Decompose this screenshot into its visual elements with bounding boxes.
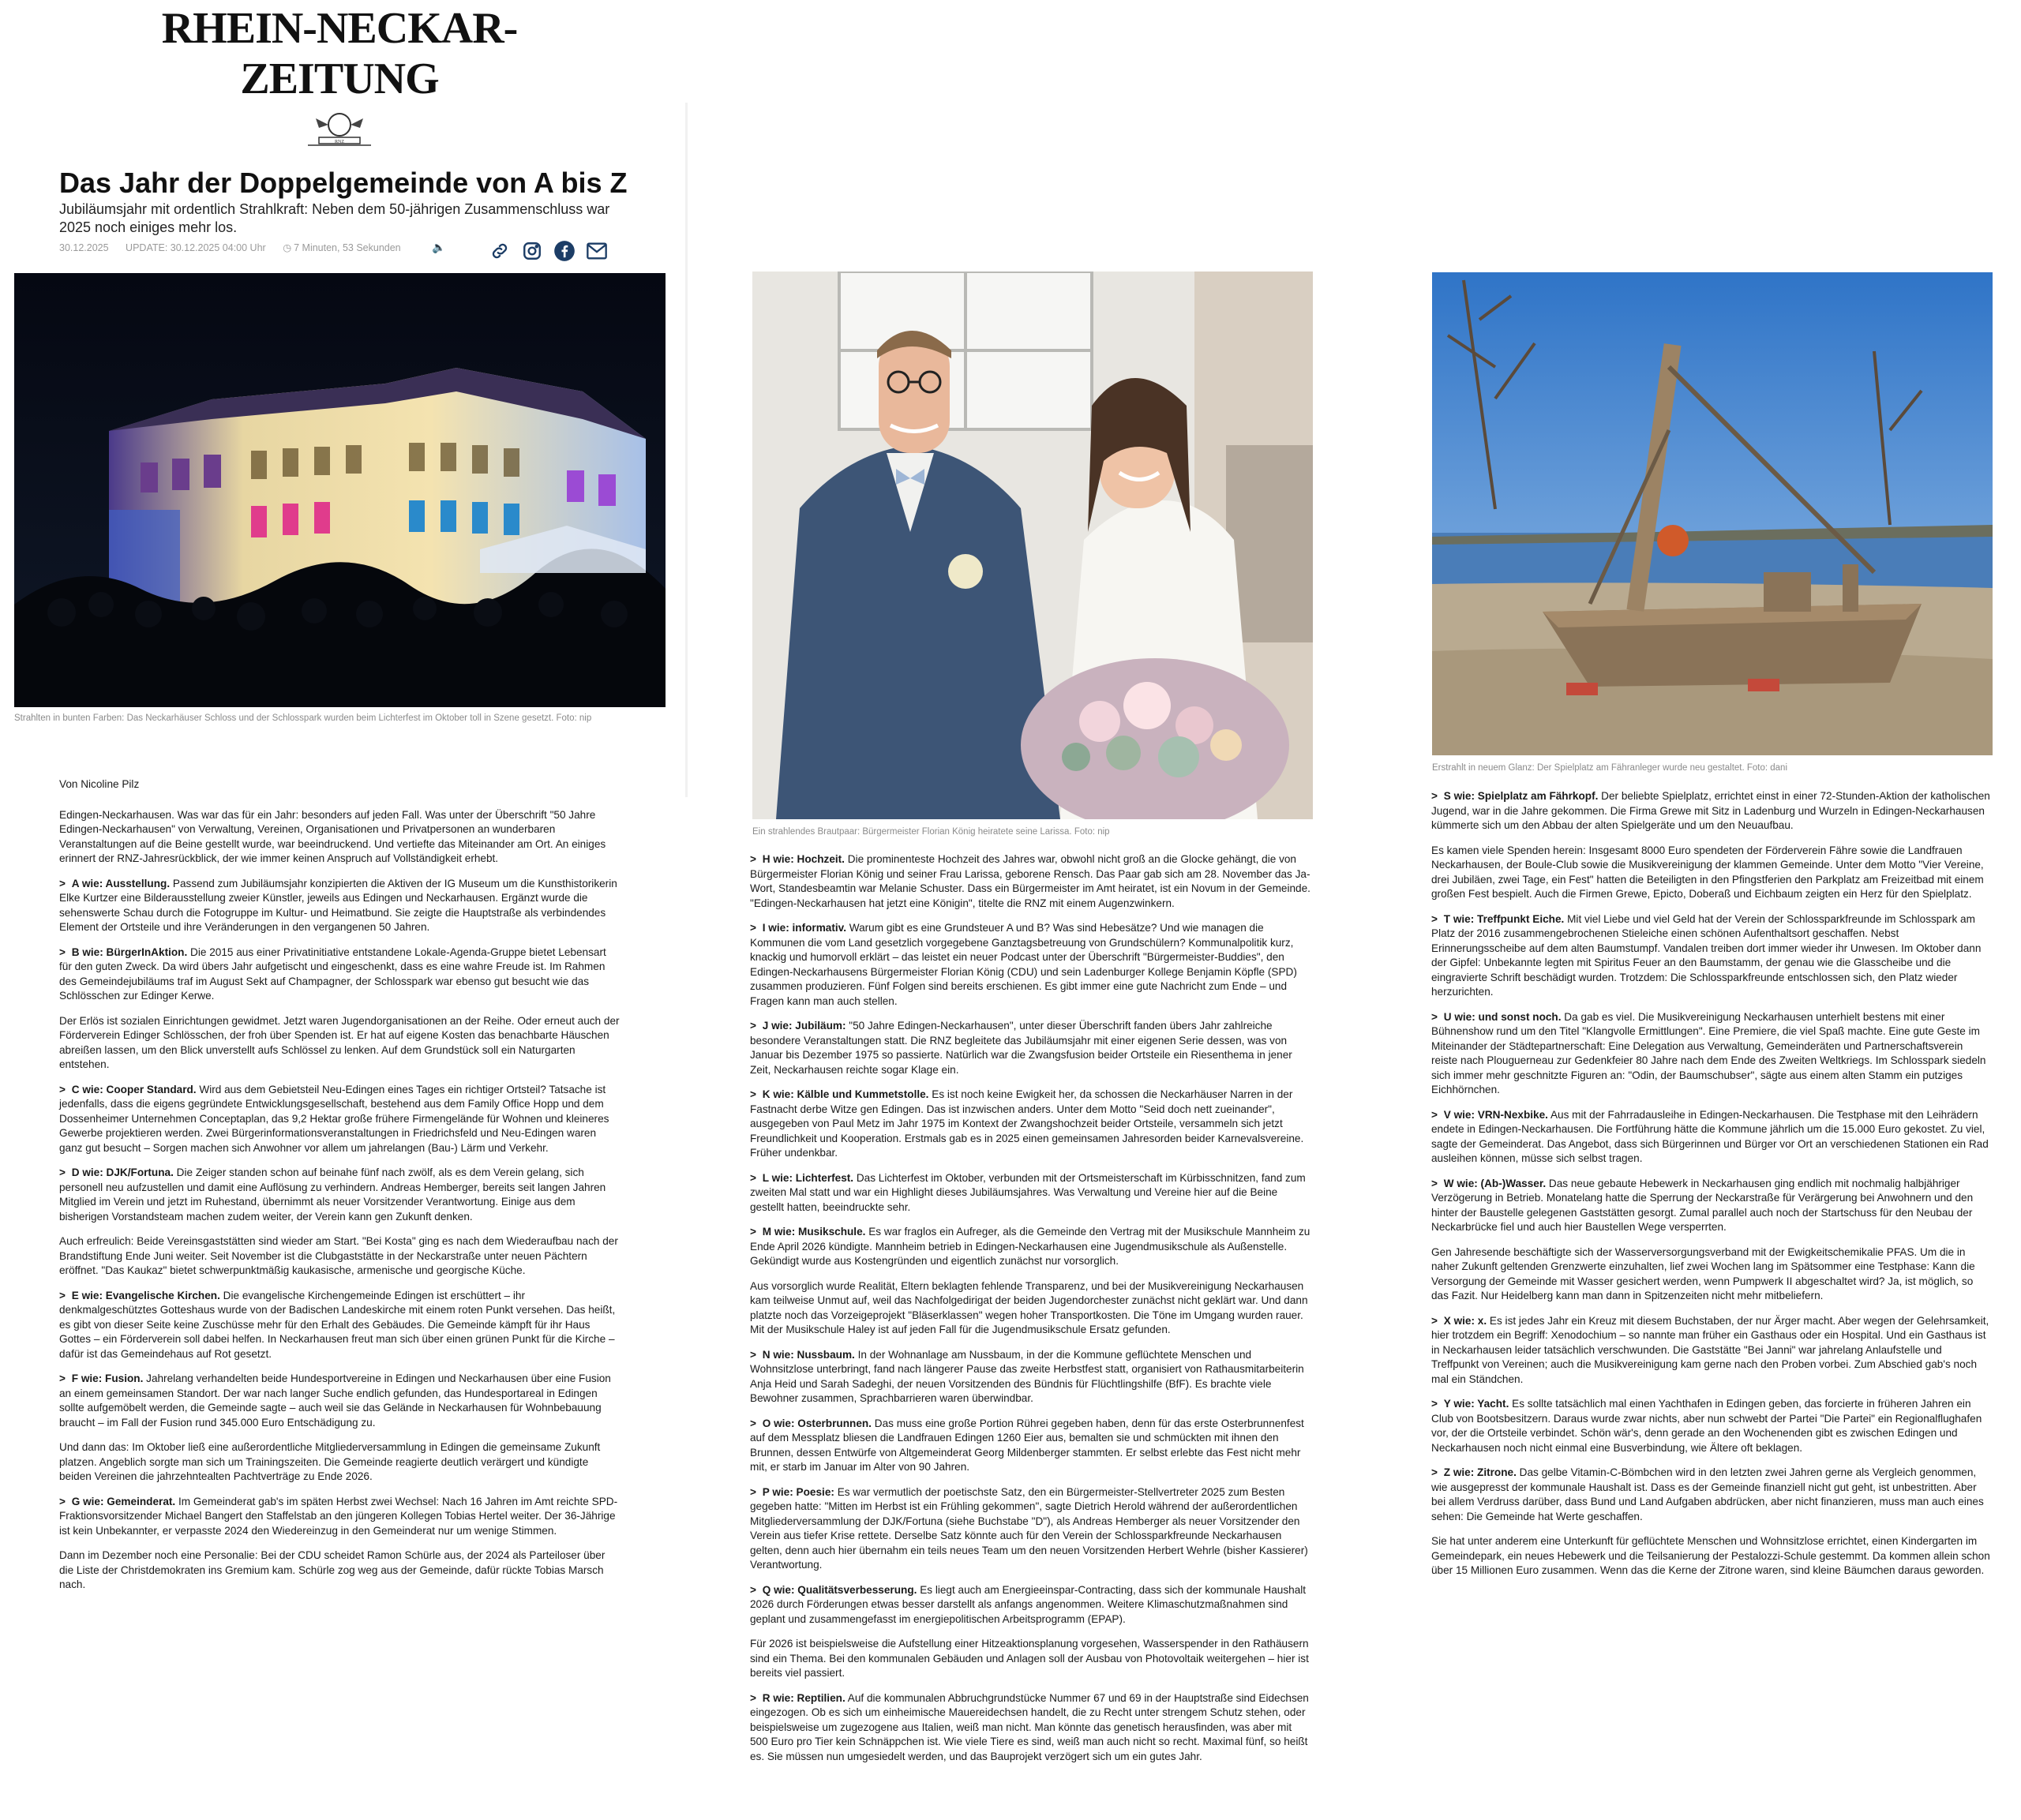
paragraph: Und dann das: Im Oktober ließ eine außerordentliche Mitgliederversammlung in Edingen die gemeinsame Zukunft platzen. Angeblich sorgte man sich um Trainingszeiten. Die Gemeinde reagierte deutlich verärgert und kündigte beiden Vereinen die jahrzehntealten Pachtverträge zu Ende 2026. bbox=[59, 1441, 601, 1482]
clock-icon: ◷ bbox=[283, 242, 292, 253]
entry-heading: P wie: Poesie: bbox=[762, 1485, 834, 1498]
chevron-right-icon: > bbox=[1431, 790, 1438, 802]
entry-text: Die evangelische Kirchengemeinde Edingen ist erschüttert – ihr denkmalgeschütztes Gotteshaus wurde von der Badischen Landeskirche mit einem roten Punkt versehen. Das heißt, es gibt von dieser Seite keine Zuschüsse mehr für den Erhalt des Gebäudes. Die Gemeinde kämpft für ihr Haus Gottes – ein Förderverein soll dabei helfen. In Neckarhausen freut man sich über einen grünen Punkt für die Kirche – dafür ist das Gemeindehaus auf Rot gesetzt. bbox=[59, 1289, 616, 1360]
entry-heading: I wie: informativ. bbox=[762, 922, 846, 934]
chevron-right-icon: > bbox=[750, 1691, 756, 1704]
abc-entry-j bbox=[750, 1019, 1310, 1077]
entry-text: Der beliebte Spielplatz, errichtet einst in einer 72-Stunden-Aktion der katholischen Jugend, war in die Jahre gekommen. Die Firma Grewe mit Sitz in Ladenburg und Wurzeln in Edingen-Neckarhausen kümmerte sich um den Abbau der alten Spielgeräte und um den Neuaufbau. bbox=[1431, 790, 1990, 831]
abc-entry-c bbox=[59, 1083, 620, 1156]
entry-heading: W wie: (Ab-)Wasser. bbox=[1443, 1177, 1547, 1189]
castle-night-photo bbox=[14, 273, 666, 707]
chevron-right-icon: > bbox=[750, 1348, 756, 1361]
entry-heading: X wie: x. bbox=[1443, 1314, 1487, 1327]
abc-entry-l bbox=[750, 1171, 1310, 1215]
abc-entry-w bbox=[1431, 1177, 1992, 1235]
entry-heading: Y wie: Yacht. bbox=[1443, 1398, 1509, 1410]
paragraph: Sie hat unter anderem eine Unterkunft für geflüchtete Menschen und Wohnsitzlose errichtet, einen Kindergarten im Gemeindepark, ein neues Hebewerk und die Teilsanierung der Pestalozzi-Schule gestemmt. Da kommen allein schon über 15 Millionen Euro zusammen. Wenn das die Kerne der Zitrone waren, sind kleine Bäumchen daraus geworden. bbox=[1431, 1535, 1990, 1576]
entry-text: Die Zeiger standen schon auf beinahe fünf nach zwölf, als es dem Verein gelang, sich personell neu aufzustellen und damit eine Auflösung zu verhindern. Andreas Hemberger, bereits seit langen Jahren Mitglied im Verein und jetzt im Ruhestand, übernimmt als neuer Vorsitzender Verantwortung. Einige aus dem bisherigen Vorstandsteam machen zudem weiter, der Verein kann gen Zukunft denken. bbox=[59, 1167, 606, 1223]
paragraph: Auch erfreulich: Beide Vereinsgaststätten sind wieder am Start. "Bei Kosta" ging es nach dem Wiederaufbau nach der Brandstiftung Ende Juni weiter. Seit November ist die Clubgaststätte in der Neckarstraße unter neuen Pächtern eröffnet. "Das Kaukaz" bietet schwerpunktmäßig kaukasische, armenische und georgische Küche. bbox=[59, 1235, 618, 1276]
abc-entry-g bbox=[59, 1495, 620, 1539]
crest-icon bbox=[292, 107, 387, 147]
entry-heading: O wie: Osterbrunnen. bbox=[762, 1417, 872, 1429]
entry-heading: K wie: Kälble und Kummetstolle. bbox=[762, 1088, 929, 1100]
chevron-right-icon: > bbox=[750, 1226, 756, 1238]
reading-time bbox=[283, 242, 414, 253]
chevron-right-icon: > bbox=[750, 922, 756, 934]
chevron-right-icon: > bbox=[1431, 1177, 1438, 1189]
entry-text: Warum gibt es eine Grundsteuer A und B? Was sind Hebesätze? Und wie managen die Kommunen die vom Land gesetzlich vorgegebene Ganztagsbetreuung von Grundschülern? Kommunalpolitik kurz, knackig und humorvoll erklärt – das leistet ein neuer Podcast unter der Überschrift "Bürgermeister-Buddies", den Edingen-Neckarhausens Bürgermeister Florian König (CDU) und sein Ladenburger Kollege Benjamin Köpfle (SPD) zusammen produzieren. Fünf Folgen sind bereits erschienen. Es gibt immer eine gute Nachricht zum Ende – und Fragen kann man auch stellen. bbox=[750, 922, 1297, 1007]
entry-heading: N wie: Nussbaum. bbox=[762, 1348, 855, 1361]
byline: Von Nicoline Pilz bbox=[59, 778, 140, 790]
chevron-right-icon: > bbox=[1431, 1398, 1438, 1410]
entry-text: Auf die kommunalen Abbruchgrundstücke Nummer 67 und 69 in der Hauptstraße sind Eidechsen eingezogen. Ob es sich um einheimische Mauereidechsen handelt, die zu Recht unter strengem Schutz stehen, oder beispielsweise um zugezogene aus Italien, weiß man nicht. Man könnte das genetisch herausfinden, was aber mit 500 Euro pro Tier kein Schnäppchen ist. Wie viele Tiere es sind, weiß man auch nicht so recht. Maximal fünf, so heißt es. Sie müssen nun umgesiedelt werden, und das Bauprojekt verzögert sich um ein gutes Jahr. bbox=[750, 1691, 1309, 1762]
entry-text: Es ist jedes Jahr ein Kreuz mit diesem Buchstaben, der nur Ärger macht. Aber wegen der Gelehrsamkeit, hier trotzdem ein Begriff: Xenodochium – so nannte man früher ein Gasthaus oder ein Hospital. Und ein Gasthaus ist in Neckarhausen leider tatsächlich verschwunden. Die Gaststätte "Bei Janni" war jahrelang Anlaufstelle und Treffpunkt von Vereinen; auch die Musikvereinigung kam gerne nach den Proben vorbei. Zum Abschied gab's noch mal ein Ständchen. bbox=[1431, 1314, 1989, 1385]
photo-caption-3: Erstrahlt in neuem Glanz: Der Spielplatz am Fähranleger wurde neu gestaltet. Foto: dani bbox=[1432, 763, 1788, 773]
entry-heading: B wie: BürgerInAktion. bbox=[71, 946, 188, 958]
chevron-right-icon: > bbox=[750, 1583, 756, 1596]
abc-entry-p bbox=[750, 1485, 1310, 1573]
abc-entry-q bbox=[750, 1583, 1310, 1627]
svg-text:RNZ: RNZ bbox=[335, 140, 344, 144]
entry-text: Mit viel Liebe und viel Geld hat der Verein der Schlossparkfreunde im Schlosspark am Platz der 2016 zusammengebrochenen Stieleiche einen schönen Aufenthaltsort geschaffen. Nebst Erinnerungsscheibe auf dem alten Baumstumpf. Vandalen treiben dort immer wieder ihr Unwesen. Im Oktober dann der Gipfel: Unbekannte legten mit Spiritus Feuer an den Baumstamm, der genau wie die Glasscheibe und die eingravierte Schrift beschädigt wurden. Trotzdem: Die Schlossparkfreunde entschlossen sich, den Platz wieder herzurichten. bbox=[1431, 912, 1982, 998]
paragraph: Der Erlös ist sozialen Einrichtungen gewidmet. Jetzt waren Jugendorganisationen an der Reihe. Oder erneut auch der Förderverein Edinger Schlösschen, der froh über Spenden ist. Er hat auf eigene Kosten das benachbarte Häuschen abreißen lassen, um den Blick unverstellt aufs Schlössel zu lenken. Auf dem Grundstück soll ein Naturgarten entstehen. bbox=[59, 1014, 620, 1070]
entry-heading: Z wie: Zitrone. bbox=[1443, 1466, 1517, 1478]
chevron-right-icon: > bbox=[1431, 1108, 1438, 1121]
chevron-right-icon: > bbox=[1431, 1314, 1438, 1327]
mail-icon[interactable] bbox=[584, 238, 609, 264]
abc-entry-u bbox=[1431, 1010, 1992, 1098]
paragraph: Edingen-Neckarhausen. Was war das für ein Jahr: besonders auf jeden Fall. Was unter der Überschrift "50 Jahre Edingen-Neckarhausen" von Verwaltung, Vereinen, Organisationen und Privatpersonen an wunderbaren Veranstaltungen auf die Beine gestellt wurde, war beeindruckend. Und vertiefte das Miteinander am Ort. An einiges erinnert der RNZ-Jahresrückblick, der wie immer keinen Anspruch auf Vollständigkeit erhebt. bbox=[59, 808, 606, 864]
link-icon[interactable] bbox=[487, 238, 512, 264]
abc-entry-s bbox=[1431, 789, 1992, 833]
publish-date: 30.12.2025 bbox=[59, 242, 109, 253]
share-bar bbox=[487, 238, 609, 264]
entry-text: Das Lichterfest im Oktober, verbunden mit der Ortsmeisterschaft im Kürbisschnitzen, fand zum zweiten Mal statt und war ein Highlight dieses Jubiläumsjahres. Was Verwaltung und Vereine hier auf die Beine gestellt hatten, beeindruckte sehr. bbox=[750, 1171, 1306, 1213]
entry-text: Es war vermutlich der poetischste Satz, den ein Bürgermeister-Stellvertreter 2025 zum Besten gegeben hatte: "Mitten im Herbst ist ein Frühling gekommen", sagte Dietrich Herold während der außerordentlichen Mitgliederversammlung der DJK/Fortuna (siehe Buchstabe "D"), als Andreas Hemberger als neuer Vorsitzender den Verein aus tiefer Krise rettete. Derselbe Satz könnte auch für den Verein der Schlossparkfreunde Neckarhausen gelten, denn auch hier übernahm ein teils neues Team um den neuen Vorsitzenden Herbert Wehrle (bisher Kassierer) Verantwortung. bbox=[750, 1485, 1308, 1571]
entry-text: In der Wohnanlage am Nussbaum, in der die Kommune geflüchtete Menschen und Wohnsitzlose unterbringt, fand nach längerer Pause das zweite Herbstfest statt, organisiert von Rathausmitarbeiterin Anja Heid und Sarah Sadeghi, der neuen Vorsitzenden des Bündnis für Flüchtlingshilfe (BfF). Es brachte viele Bewohner zusammen, Sprachbarrieren waren überwindbar. bbox=[750, 1348, 1304, 1404]
entry-heading: F wie: Fusion. bbox=[71, 1372, 144, 1384]
entry-heading: Q wie: Qualitätsverbesserung. bbox=[762, 1583, 917, 1596]
abc-entry-r bbox=[750, 1691, 1310, 1765]
instagram-icon[interactable] bbox=[519, 238, 545, 264]
paragraph: Dann im Dezember noch eine Personalie: Bei der CDU scheidet Ramon Schürle aus, der 2024 als Parteiloser über die Liste der Christdemokraten ins Gremium kam. Schürle zog weg aus der Gemeinde, dafür rückte Tobias Marsch nach. bbox=[59, 1549, 606, 1590]
entry-heading: V wie: VRN-Nexbike. bbox=[1443, 1108, 1548, 1121]
entry-text: Jahrelang verhandelten beide Hundesportvereine in Edingen und Neckarhausen über eine Fusion an einem gemeinsamen Standort. Der war nach langer Suche endlich gefunden, das Hundesportareal in Edingen sollte aufgemöbelt werden, die Gemeinde sagte – auch weil sie das Gelände in Neckarhausen für Wohnbebauung braucht – im Fall der Fusion rund 345.000 Euro Entschädigung zu. bbox=[59, 1372, 611, 1429]
entry-text: Das neue gebaute Hebewerk in Neckarhausen ging endlich mit nochmalig halbjähriger Verzögerung in Betrieb. Monatelang hatte die Sperrung der Neckarstraße für Verärgerung bei Anwohnern und den hinter der Baustelle gelegenen Gaststätten gesorgt. Zumal parallel auch noch der Startschuss für den Neubau der Neckarbrücke fiel und auch hier Baustellen Wege versperrten. bbox=[1431, 1177, 1974, 1233]
playground-ship-photo bbox=[1432, 272, 1993, 755]
chevron-right-icon: > bbox=[59, 1289, 66, 1301]
article-subtitle: Jubiläumsjahr mit ordentlich Strahlkraft: Neben dem 50-jährigen Zusammenschluss war 2025 noch einiges mehr los. bbox=[59, 201, 610, 235]
chevron-right-icon: > bbox=[1431, 912, 1438, 925]
chevron-right-icon: > bbox=[59, 877, 66, 889]
abc-entry-v bbox=[1431, 1108, 1992, 1167]
entry-text: Es sollte tatsächlich mal einen Yachthafen in Edingen geben, das forcierte in früheren Jahren ein Club von Bootsbesitzern. Daraus wurde zwar nichts, aber nun schwebt der Partei "Die Partei" ein Regionalflughafen vor, der die Ortsteile verbindet. Schön wär's, denn gerade an den Wochenenden gibt es zwischen Edingen und Neckarhausen noch nicht einmal eine Busverbindung, wie Ältere oft beklagen. bbox=[1431, 1398, 1982, 1454]
entry-text: Wird aus dem Gebietsteil Neu-Edingen eines Tages ein richtiger Ortsteil? Tatsache ist jedenfalls, dass die eigens gegründete Entwicklungsgesellschaft, bestehend aus dem Family Office Hopp und dem Dossenheimer Unternehmen Conceptaplan, das 9,2 Hektar große frühere Firmengelände für Wohnen und kleineres Gewerbe projektieren werden. Zwei Bürgerinformationsveranstaltungen in Friedrichsfeld und Neu-Edingen waren ganz gut besucht – Sorgen machen sich Anwohner vor allem um jahrelangen (Bau-) Lärm und Verkehr. bbox=[59, 1083, 609, 1154]
entry-text: Das gelbe Vitamin-C-Bömbchen wird in den letzten zwei Jahren gerne als Vergleich genommen, wie ausgepresst der kommunale Haushalt ist. Dass es der Gemeinde finanziell nicht gut geht, ist unbestritten. Aber bei allem Verdruss darüber, dass Bund und Land Aufgaben abdrücken, aber nicht finanzieren, muss man auch eines sehen: Die Gemeinde hat Werte geschaffen. bbox=[1431, 1466, 1984, 1522]
article-column-1 bbox=[59, 777, 620, 1603]
article-title: Das Jahr der Doppelgemeinde von A bis Z bbox=[59, 167, 628, 200]
reading-time-value: 7 Minuten, 53 Sekunden bbox=[294, 242, 401, 253]
abc-entry-o bbox=[750, 1417, 1310, 1475]
entry-heading: T wie: Treffpunkt Eiche. bbox=[1443, 912, 1565, 925]
facebook-icon[interactable] bbox=[552, 238, 577, 264]
entry-heading: U wie: und sonst noch. bbox=[1443, 1010, 1562, 1023]
abc-entry-y bbox=[1431, 1397, 1992, 1455]
entry-heading: M wie: Musikschule. bbox=[762, 1226, 866, 1238]
abc-entry-a bbox=[59, 877, 620, 935]
entry-text: Im Gemeinderat gab's im späten Herbst zwei Wechsel: Nach 16 Jahren im Amt reichte SPD-Fraktionsvorsitzender Michael Bangert den Staffelstab an den jüngeren Kollegen Tobias Hertel weiter. Der 36-Jährige ist kein Unbekannter, er verpasste 2024 den Wiedereinzug in den Gemeinderat nur um wenige Stimmen. bbox=[59, 1495, 618, 1537]
entry-heading: G wie: Gemeinderat. bbox=[71, 1495, 176, 1507]
abc-entry-d bbox=[59, 1166, 620, 1224]
abc-entry-t bbox=[1431, 912, 1992, 1000]
chevron-right-icon: > bbox=[750, 1088, 756, 1100]
chevron-right-icon: > bbox=[59, 1167, 66, 1178]
entry-heading: E wie: Evangelische Kirchen. bbox=[71, 1289, 220, 1301]
entry-text: Es ist noch keine Ewigkeit her, da schossen die Neckarhäuser Narren in der Fastnacht derbe Witze gen Edingen. Das ist inzwischen anders. Unter dem Motto "Seid doch nett zueinander", ausgegeben von Paul Metz im Jahr 1975 im Kontext der Zwangshochzeit beider Ortsteile, versammeln sich jetzt Freundlichkeit und Kooperation. Erstmals gab es in 2025 einen gemeinsamen Jahresorden beider Karnevalsvereine. Früher undenkbar. bbox=[750, 1088, 1304, 1159]
chevron-right-icon: > bbox=[59, 946, 66, 958]
entry-text: Da gab es viel. Die Musikvereinigung Neckarhausen unterhielt bestens mit einer Bühnenshow rund um den Titel "Klangvolle Ermittlungen". Eine Premiere, die viel Spaß machte. Eine gute Geste im Miteinander der Städtepartnerschaft: Eine Delegation aus Verwaltung, Gemeinderäten und Partnerschaftsverein reiste nach Plouguerneau zur Gedenkfeier 80 Jahre nach dem Ende des Zweiten Weltkriegs. Im Schlosspark siedeln sich immer mehr geschnitzte Figuren an: "Odin, der Baumschubser", sägte aus einem alten Stamm ein putziges Eichhörnchen. bbox=[1431, 1010, 1986, 1095]
masthead[interactable] bbox=[134, 0, 545, 144]
article-column-2 bbox=[750, 852, 1310, 1774]
entry-text: Es liegt auch am Energieeinspar-Contracting, dass sich der kommunale Haushalt 2026 durch Förderungen etwas besser darstellt als anfangs angenommen. Weitere Klimaschutzmaßnahmen sind geplant und zusammengefasst im energiepolitischen Arbeitsprogramm (EPAP). bbox=[750, 1583, 1307, 1625]
entry-text: "50 Jahre Edingen-Neckarhausen", unter dieser Überschrift fanden übers Jahr zahlreiche besondere Veranstaltungen statt. Die RNZ begleitete das Jubiläumsjahr mit einer eigenen Serie dessen, was von Januar bis Dezember 1975 so passierte. Natürlich war die Zwangsfusion beider Ortsteile ein Riesenthema in jener Zeit, Neckarhausen reichte sogar Klage ein. bbox=[750, 1020, 1292, 1076]
entry-text: Die prominenteste Hochzeit des Jahres war, obwohl nicht groß an die Glocke gehängt, die von Bürgermeister Florian König und seiner Frau Larissa, geborene Rensch. Das Paar gab sich am 28. November das Ja-Wort, Standesbeamtin war Melanie Schuster. Dass ein Bürgermeister im Amt heiratet, ist ein Novum in der Gemeinde. "Edingen-Neckarhausen hat jetzt eine Königin", titelte die RNZ mit einem Augenzwinkern. bbox=[750, 853, 1310, 909]
entry-heading: C wie: Cooper Standard. bbox=[71, 1083, 197, 1095]
abc-entry-n bbox=[750, 1348, 1310, 1406]
wedding-couple-photo bbox=[752, 272, 1313, 819]
entry-heading: R wie: Reptilien. bbox=[762, 1691, 846, 1704]
abc-entry-z bbox=[1431, 1466, 1992, 1524]
entry-heading: A wie: Ausstellung. bbox=[71, 877, 171, 889]
entry-heading: D wie: DJK/Fortuna. bbox=[71, 1167, 174, 1178]
paragraph: Gen Jahresende beschäftigte sich der Wasserversorgungsverband mit der Ewigkeitschemikalie PFAS. Um die in naher Zukunft geltenden Grenzwerte einzuhalten, lief zwei Wochen lang im Spätsommer eine Testphase: Kann die Versorgung der Gemeinde mit Wasser gesichert werden, wenn Pumpwerk II abgeschaltet wird? Ja, ist möglich, so das Fazit. Nur Heidelberg kann man dann in Spitzenzeiten nicht mehr mitbeliefern. bbox=[1431, 1245, 1975, 1301]
abc-entry-k bbox=[750, 1088, 1310, 1161]
entry-text: Die 2015 aus einer Privatinitiative entstandene Lokale-Agenda-Gruppe bietet Lebensart für den guten Zweck. Da wird übers Jahr aufgetischt und eingeschenkt, dass es eine wahre Freude ist. Im Rahmen des Gemeindejubiläums traf im August Sekt auf Champagner, der Schlosspark war ebenso gut besucht wie das Schlösschen zur Edinger Kerwe. bbox=[59, 946, 606, 1002]
abc-entry-f bbox=[59, 1372, 620, 1430]
photo-caption-1: Strahlten in bunten Farben: Das Neckarhäuser Schloss und der Schlosspark wurden beim Lichterfest im Oktober toll in Szene gesetzt. Foto: nip bbox=[14, 713, 592, 723]
entry-heading: S wie: Spielplatz am Fährkopf. bbox=[1443, 790, 1599, 802]
newspaper-logo: RHEIN-NECKAR-ZEITUNG bbox=[161, 4, 518, 103]
chevron-right-icon: > bbox=[750, 853, 756, 865]
entry-text: Das muss eine große Portion Rührei gegeben haben, denn für das erste Osterbrunnenfest auf dem Messplatz bliesen die Landfrauen Edingen 1260 Eier aus, bemalten sie und schmückten mit ihnen den Brunnen, dessen Entwürfe von Altgemeinderat Georg Mildenberger stammten. Er selbst erlebte das Fest nicht mehr mit, er starb im Januar im Alter von 90 Jahren. bbox=[750, 1417, 1304, 1473]
article-column-3 bbox=[1431, 789, 1992, 1589]
chevron-right-icon: > bbox=[750, 1171, 756, 1184]
entry-heading: H wie: Hochzeit. bbox=[762, 853, 845, 865]
chevron-right-icon: > bbox=[1431, 1010, 1438, 1023]
column-divider bbox=[685, 103, 688, 797]
chevron-right-icon: > bbox=[1431, 1466, 1438, 1478]
chevron-right-icon: > bbox=[59, 1372, 66, 1384]
chevron-right-icon: > bbox=[750, 1020, 756, 1032]
update-date: UPDATE: 30.12.2025 04:00 Uhr bbox=[126, 242, 266, 253]
entry-text: Passend zum Jubiläumsjahr konzipierten die Aktiven der IG Museum um die Kunsthistorikerin Elke Kurtzer eine Bilderausstellung zweier Künstler, jeweils aus Edingen und Neckarhausen. Ergänzt wurde die sehenswerte Schau durch die Fotogruppe im Kultur- und Heimatbund. Sie zeigte die Hauptstraße als verbindendes Element der Ortsteile und ihre Veränderungen in den vergangenen 50 Jahren. bbox=[59, 877, 617, 933]
abc-entry-h bbox=[750, 852, 1310, 911]
entry-text: Aus mit der Fahrradausleihe in Edingen-Neckarhausen. Die Testphase mit den Leihrädern endete in Edingen-Neckarhausen. Die Fortführung hätte die Kommune jährlich um die 15.000 Euro gekostet. Zu viel, sagte der Gemeinderat. Das Angebot, dass sich Bürgerinnen und Bürger vor Ort an verschiedenen Stationen ein Rad ausleihen können, müsse sich selbst tragen. bbox=[1431, 1108, 1989, 1164]
chevron-right-icon: > bbox=[59, 1083, 66, 1095]
paragraph: Für 2026 ist beispielsweise die Aufstellung einer Hitzeaktionsplanung vorgesehen, Wasserspender in den Rathäusern sind ein Thema. Bei den kommunalen Gebäuden und Anlagen soll der Ausbau von Photovoltaik weitergehen – hier ist bereits viel passiert. bbox=[750, 1638, 1309, 1679]
abc-entry-i bbox=[750, 921, 1310, 1009]
paragraph: Aus vorsorglich wurde Realität, Eltern beklagten fehlende Transparenz, und bei der Musikvereinigung Neckarhausen kam teilweise Unmut auf, weil das Nachfolgedirigat der beiden Jugendorchester zunächst nicht geklärt war. Und dann platzte noch das Vorzeigeprojekt "Bläserklassen" wegen hoher Transportkosten. Die Töne im Umgang wurden rauer. Mit der Musikschule Haley ist auf jeden Fall für die Jugendmusikschule Ersatz gefunden. bbox=[750, 1279, 1308, 1335]
article-meta bbox=[59, 241, 460, 254]
abc-entry-x bbox=[1431, 1314, 1992, 1387]
entry-text: Es war fraglos ein Aufreger, als die Gemeinde den Vertrag mit der Musikschule Mannheim zu Ende April 2026 kündigte. Mannheim betrieb in Edingen-Neckarhausen eine Jugendmusikschule als Außenstelle. Gekündigt wurde aus Kostengründen und eigentlich zunächst nur vorsorglich. bbox=[750, 1226, 1310, 1267]
chevron-right-icon: > bbox=[59, 1495, 66, 1507]
abc-entry-e bbox=[59, 1289, 620, 1362]
paragraph: Es kamen viele Spenden herein: Insgesamt 8000 Euro spendeten der Förderverein Fähre sowie die Landfrauen Neckarhausen, der Boule-Club sowie die Musikvereinigung der klammen Gemeinde. Unter dem Motto "Vier Vereine, drei Jubiläen, zwei Tage, ein Fest" hatten die Beteiligten in den Pfingstferien den Parkplatz am Freizeitbad mit einem großen Fest bespielt. Auch die Firmen Grewe, Epicto, Doberaß und Eichbaum zeigten ein Herz für den Spielplatz. bbox=[1431, 844, 1984, 900]
chevron-right-icon: > bbox=[750, 1485, 756, 1498]
photo-caption-2: Ein strahlendes Brautpaar: Bürgermeister Florian König heiratete seine Larissa. Foto: nip bbox=[752, 827, 1110, 837]
abc-entry-m bbox=[750, 1225, 1310, 1269]
entry-heading: L wie: Lichterfest. bbox=[762, 1171, 854, 1184]
entry-heading: J wie: Jubiläum: bbox=[762, 1020, 846, 1032]
speaker-icon[interactable]: 🔈 bbox=[432, 241, 446, 253]
abc-entry-b bbox=[59, 946, 620, 1004]
chevron-right-icon: > bbox=[750, 1417, 756, 1429]
